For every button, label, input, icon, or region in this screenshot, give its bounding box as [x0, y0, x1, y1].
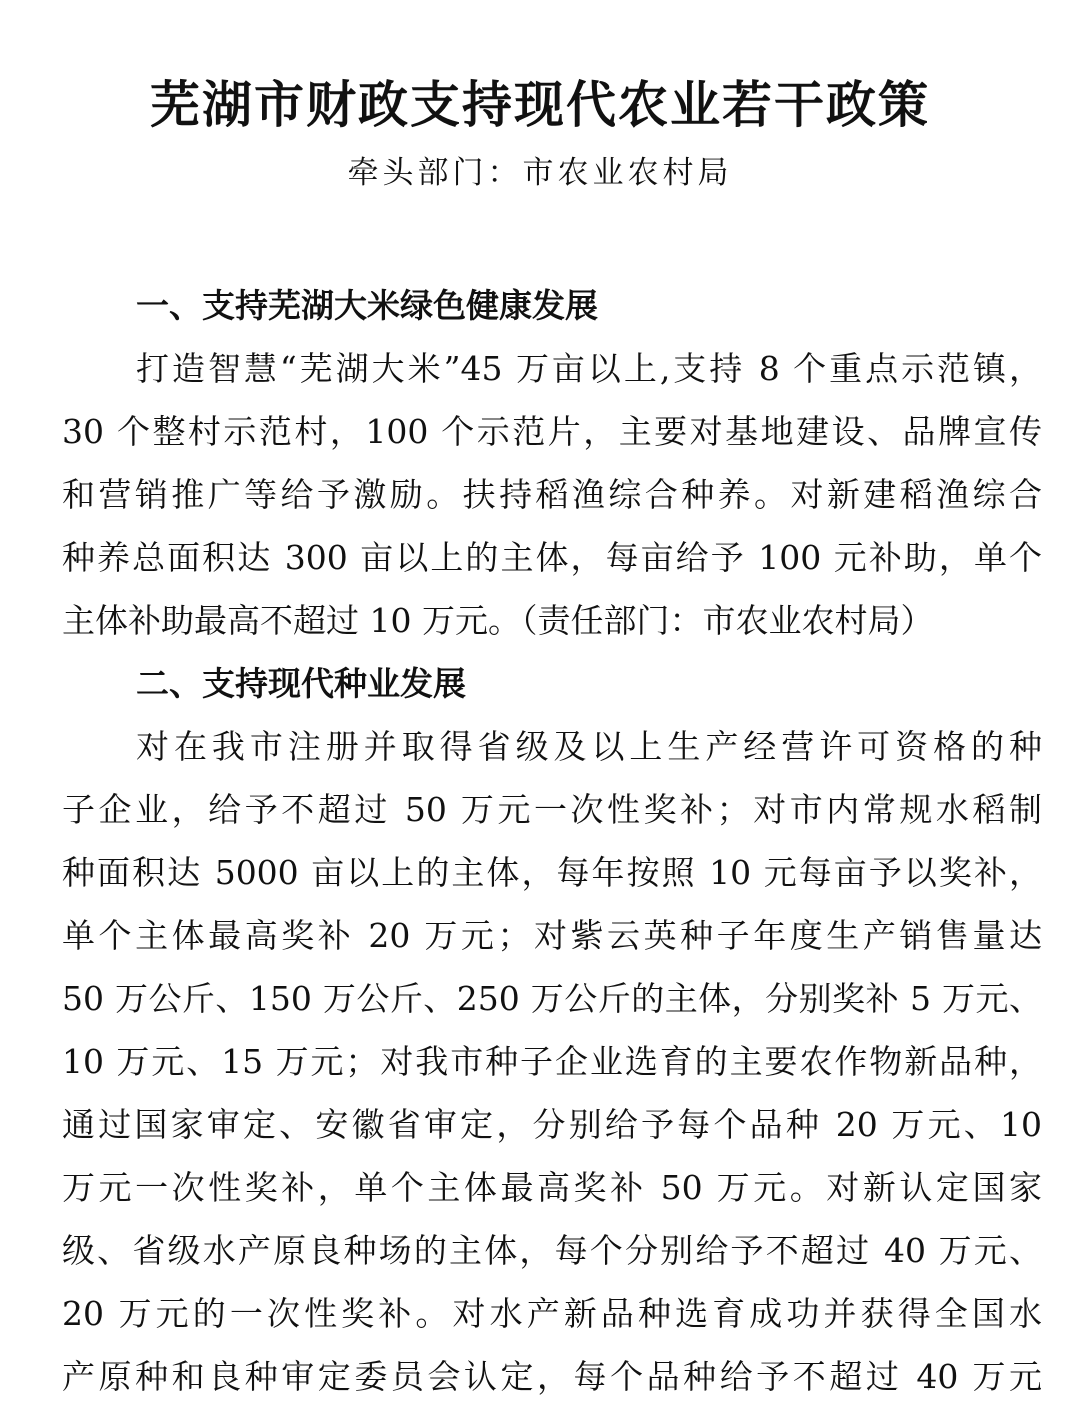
paragraph-line: 20 万元的一次性奖补。对水产新品种选育成功并获得全国水: [62, 1294, 1042, 1333]
paragraph-line: 级、省级水产原良种场的主体，每个分别给予不超过 40 万元、: [62, 1231, 1042, 1270]
paragraph-line: 种养总面积达 300 亩以上的主体，每亩给予 100 元补助，单个: [62, 538, 1042, 577]
paragraph-line: 子企业，给予不超过 50 万元一次性奖补；对市内常规水稻制: [62, 790, 1042, 829]
paragraph-line: 种面积达 5000 亩以上的主体，每年按照 10 元每亩予以奖补，: [62, 853, 1042, 892]
paragraph-line: 和营销推广等给予激励。扶持稻渔综合种养。对新建稻渔综合: [62, 475, 1042, 514]
lead-department: 牵头部门：市农业农村局: [347, 155, 733, 191]
paragraph-line: 万元一次性奖补，单个主体最高奖补 50 万元。对新认定国家: [62, 1168, 1042, 1207]
paragraph-line: 30 个整村示范村，100 个示范片，主要对基地建设、品牌宣传: [62, 412, 1042, 451]
paragraph-line: 通过国家审定、安徽省审定，分别给予每个品种 20 万元、10: [62, 1105, 1042, 1144]
paragraph-line: 产原种和良种审定委员会认定，每个品种给予不超过 40 万元: [62, 1357, 1042, 1396]
paragraph-line: 50 万公斤、150 万公斤、250 万公斤的主体，分别奖补 5 万元、: [62, 979, 1042, 1018]
document-body: [62, 274, 1042, 1408]
paragraph-line: 主体补助最高不超过 10 万元。（责任部门：市农业农村局）: [62, 601, 934, 640]
paragraph-line: 对在我市注册并取得省级及以上生产经营许可资格的种: [136, 727, 1042, 766]
document-title: 芜湖市财政支持现代农业若干政策: [150, 75, 930, 134]
section-heading-1: 一、支持芜湖大米绿色健康发展: [136, 286, 598, 325]
paragraph-line: 10 万元、15 万元；对我市种子企业选育的主要农作物新品种，: [62, 1042, 1042, 1081]
section-heading-2: 二、支持现代种业发展: [136, 664, 466, 703]
paragraph-line: 打造智慧“芜湖大米”45 万亩以上,支持 8 个重点示范镇，: [136, 349, 1042, 388]
paragraph-line: 单个主体最高奖补 20 万元；对紫云英种子年度生产销售量达: [62, 916, 1042, 955]
